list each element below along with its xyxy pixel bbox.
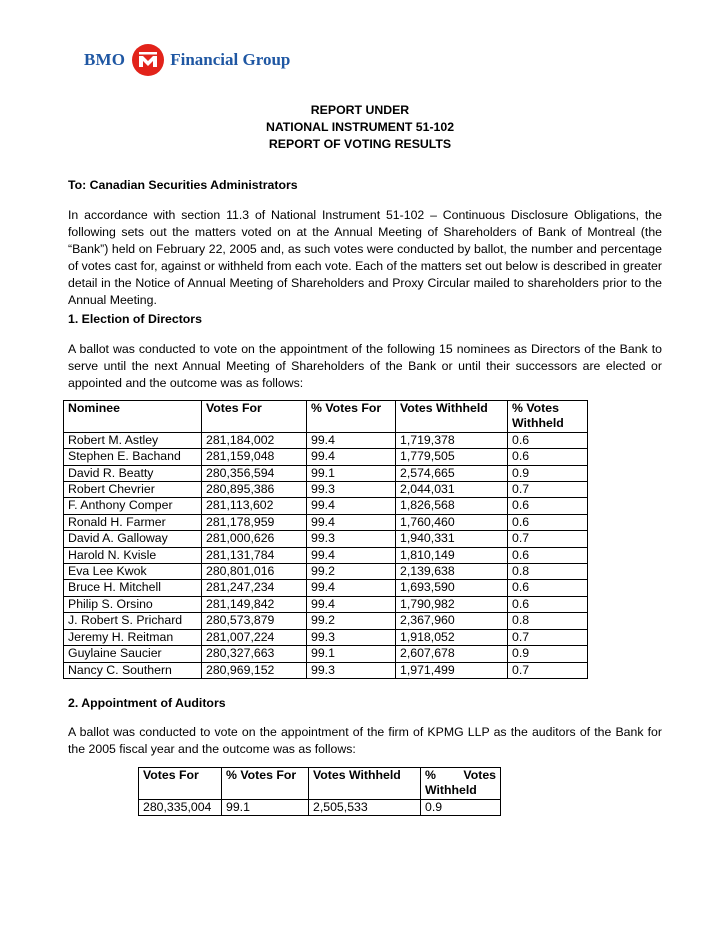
cell-pct-votes-for: 99.1 [307,646,396,662]
table-row [64,613,588,629]
cell-pct-votes-for: 99.4 [307,449,396,465]
cell-pct-votes-withheld: 0.9 [508,465,588,481]
addressee: To: Canadian Securities Administrators [68,178,298,192]
cell-votes-withheld: 1,810,149 [396,547,508,563]
table-row [64,662,588,678]
table-row [64,646,588,662]
cell-votes-for: 281,007,224 [202,629,307,645]
cell-pct-votes-withheld: 0.7 [508,662,588,678]
logo-financial-group-text: Financial Group [170,50,291,69]
intro-paragraph: In accordance with section 11.3 of National Instrument 51-102 – Continuous Disclosure Obligations, the following sets out the matters voted on at the Annual Meeting of Shareholders of Bank of Montreal (the “Bank”) held on February 22, 2005 and, as such votes were conducted by ballot, the number and percentage of votes cast for, against or withheld from each vote. Each of the matters set out below is described in greater detail in the Notice of Annual Meeting of Shareholders and Proxy Circular mailed to shareholders prior to the Annual Meeting. [68,208,662,307]
cell-pct-votes-withheld: 0.6 [508,596,588,612]
header-pct-votes-for: % Votes For [307,401,396,433]
title-line-3: REPORT OF VOTING RESULTS [268,137,452,151]
cell-pct-votes-for: 99.4 [307,514,396,530]
auditors-header-pct-line [425,768,496,783]
title-line-2: NATIONAL INSTRUMENT 51-102 [265,120,455,134]
cell-pct-votes-withheld: 0.7 [508,629,588,645]
table-row [64,547,588,563]
table-row [64,564,588,580]
cell-votes-for: 280,356,594 [202,465,307,481]
auditors-cell-votes-withheld: 2,505,533 [309,799,421,815]
cell-votes-for: 281,000,626 [202,531,307,547]
table-row [64,465,588,481]
cell-votes-for: 280,969,152 [202,662,307,678]
cell-pct-votes-for: 99.4 [307,596,396,612]
table-row [64,498,588,514]
cell-votes-for: 281,178,959 [202,514,307,530]
report-title [0,102,720,153]
cell-votes-for: 280,801,016 [202,564,307,580]
section-2-text: A ballot was conducted to vote on the appointment of the firm of KPMG LLP as the auditors of the Bank for the 2005 fiscal year and the outcome was as follows: [68,725,662,756]
cell-pct-votes-for: 99.4 [307,498,396,514]
directors-table-header [64,401,588,433]
cell-pct-votes-withheld: 0.7 [508,531,588,547]
cell-pct-votes-for: 99.4 [307,547,396,563]
cell-pct-votes-withheld: 0.6 [508,432,588,448]
bmo-roundel-icon [131,43,165,77]
cell-nominee: David A. Galloway [64,531,202,547]
cell-votes-for: 281,131,784 [202,547,307,563]
cell-votes-withheld: 1,826,568 [396,498,508,514]
header-votes-for: Votes For [202,401,307,433]
section-1-text: A ballot was conducted to vote on the appointment of the following 15 nominees as Directors of the Bank to serve until the next Annual Meeting of Shareholders of the Bank or until their successors are elected or appointed and the outcome was as follows: [68,342,662,390]
table-row [64,580,588,596]
cell-votes-withheld: 1,971,499 [396,662,508,678]
table-row [64,629,588,645]
cell-votes-withheld: 1,940,331 [396,531,508,547]
cell-nominee: David R. Beatty [64,465,202,481]
cell-votes-withheld: 1,790,982 [396,596,508,612]
cell-pct-votes-for: 99.1 [307,465,396,481]
cell-pct-votes-withheld: 0.6 [508,449,588,465]
directors-table [63,400,588,679]
cell-nominee: Harold N. Kvisle [64,547,202,563]
cell-votes-for: 280,573,879 [202,613,307,629]
cell-pct-votes-for: 99.4 [307,432,396,448]
table-row [64,482,588,498]
auditors-header-withheld-word: Withheld [425,783,477,798]
auditors-table [138,767,501,816]
cell-votes-withheld: 2,574,665 [396,465,508,481]
cell-nominee: Guylaine Saucier [64,646,202,662]
cell-votes-for: 281,159,048 [202,449,307,465]
cell-pct-votes-for: 99.3 [307,531,396,547]
section-2-heading: 2. Appointment of Auditors [68,696,226,710]
auditors-header-pct-sign: % [425,768,436,782]
cell-pct-votes-withheld: 0.9 [508,646,588,662]
cell-pct-votes-withheld: 0.7 [508,482,588,498]
cell-pct-votes-for: 99.4 [307,580,396,596]
cell-votes-withheld: 1,719,378 [396,432,508,448]
header-votes-withheld: Votes Withheld [396,401,508,433]
auditors-header-pct-votes-withheld [421,768,501,800]
cell-votes-withheld: 1,693,590 [396,580,508,596]
cell-votes-withheld: 1,760,460 [396,514,508,530]
cell-pct-votes-for: 99.2 [307,613,396,629]
cell-votes-for: 281,247,234 [202,580,307,596]
header-pct-votes-withheld: % Votes Withheld [508,401,588,433]
cell-votes-withheld: 2,044,031 [396,482,508,498]
cell-pct-votes-withheld: 0.8 [508,613,588,629]
cell-pct-votes-for: 99.3 [307,629,396,645]
auditors-table-row [139,799,501,815]
cell-votes-for: 280,327,663 [202,646,307,662]
auditors-header-votes-for: Votes For [139,768,222,800]
table-row [64,596,588,612]
cell-votes-withheld: 1,779,505 [396,449,508,465]
bmo-logo [84,40,290,80]
cell-votes-for: 281,113,602 [202,498,307,514]
auditors-cell-votes-for: 280,335,004 [139,799,222,815]
cell-nominee: J. Robert S. Prichard [64,613,202,629]
cell-pct-votes-for: 99.2 [307,564,396,580]
table-row [64,514,588,530]
title-line-1: REPORT UNDER [310,103,410,117]
logo-bmo-text: BMO [84,50,126,69]
auditors-cell-pct-votes-withheld: 0.9 [421,799,501,815]
cell-nominee: Philip S. Orsino [64,596,202,612]
cell-nominee: Stephen E. Bachand [64,449,202,465]
table-row [64,432,588,448]
table-row [64,449,588,465]
cell-pct-votes-withheld: 0.8 [508,564,588,580]
cell-nominee: Ronald H. Farmer [64,514,202,530]
cell-votes-withheld: 2,367,960 [396,613,508,629]
cell-votes-for: 280,895,386 [202,482,307,498]
cell-votes-for: 281,149,842 [202,596,307,612]
auditors-table-header [139,768,501,800]
cell-votes-withheld: 2,607,678 [396,646,508,662]
cell-pct-votes-withheld: 0.6 [508,580,588,596]
cell-pct-votes-for: 99.3 [307,482,396,498]
cell-pct-votes-withheld: 0.6 [508,498,588,514]
section-1-heading: 1. Election of Directors [68,312,202,326]
directors-table-body [64,432,588,678]
cell-nominee: Robert M. Astley [64,432,202,448]
auditors-header-votes-withheld: Votes Withheld [309,768,421,800]
cell-nominee: Robert Chevrier [64,482,202,498]
auditors-cell-pct-votes-for: 99.1 [222,799,309,815]
header-nominee: Nominee [64,401,202,433]
cell-pct-votes-for: 99.3 [307,662,396,678]
auditors-header-pct-votes-for: % Votes For [222,768,309,800]
cell-nominee: Nancy C. Southern [64,662,202,678]
auditors-header-votes-word: Votes [463,768,496,782]
cell-nominee: F. Anthony Comper [64,498,202,514]
cell-votes-withheld: 2,139,638 [396,564,508,580]
cell-nominee: Jeremy H. Reitman [64,629,202,645]
cell-votes-withheld: 1,918,052 [396,629,508,645]
cell-pct-votes-withheld: 0.6 [508,514,588,530]
table-row [64,531,588,547]
cell-nominee: Bruce H. Mitchell [64,580,202,596]
cell-nominee: Eva Lee Kwok [64,564,202,580]
cell-votes-for: 281,184,002 [202,432,307,448]
cell-pct-votes-withheld: 0.6 [508,547,588,563]
